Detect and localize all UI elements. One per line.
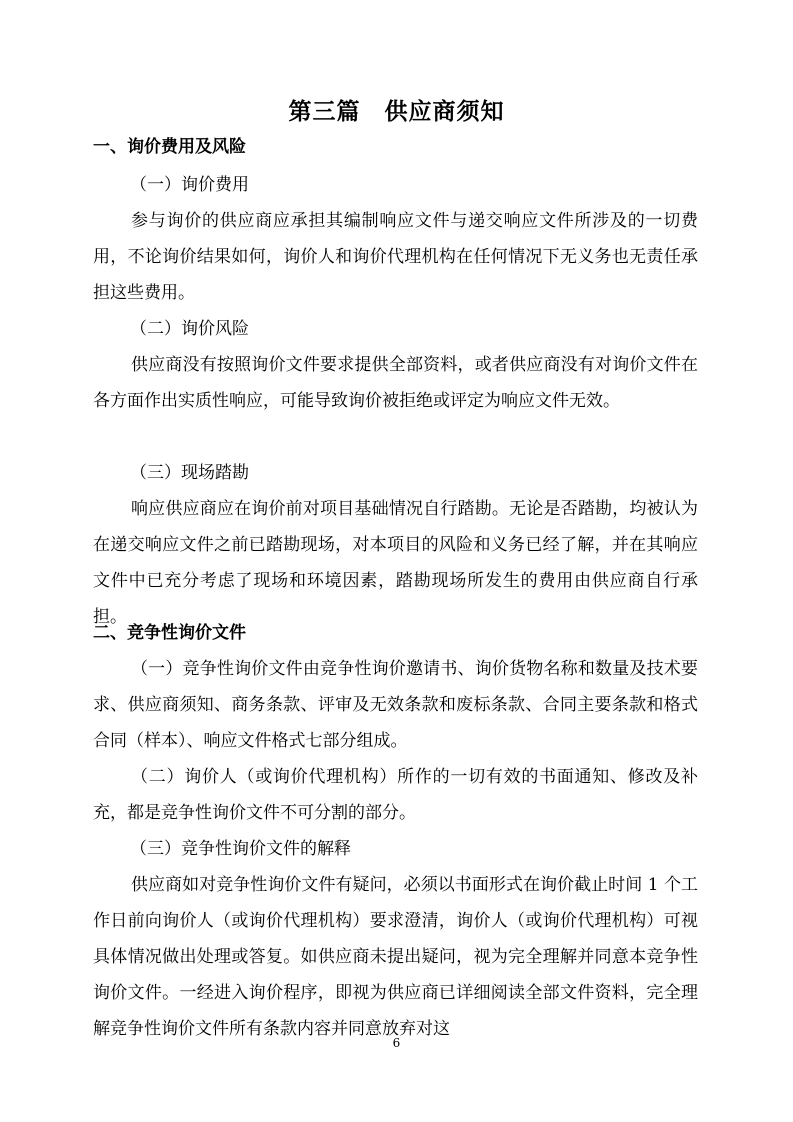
subheading-document-interpretation: （三）竞争性询价文件的解释 [130, 839, 351, 859]
section-heading-2: 二、竞争性询价文件 [93, 623, 246, 643]
paragraph-inquiry-cost: 参与询价的供应商应承担其编制响应文件与递交响应文件所涉及的一切费用，不论询价结果如何，询价人和询价代理机构在任何情况下无义务也无责任承担这些费用。 [93, 211, 698, 303]
subheading-inquiry-risk: （二）询价风险 [130, 319, 249, 339]
page-number: 6 [392, 1036, 401, 1050]
section-heading-1: 一、询价费用及风险 [93, 137, 246, 157]
subheading-site-survey: （三）现场踏勘 [130, 463, 249, 483]
paragraph-written-notices: （二）询价人（或询价代理机构）所作的一切有效的书面通知、修改及补充，都是竞争性询价文件不可分割的部分。 [93, 767, 698, 823]
paragraph-document-composition: （一）竞争性询价文件由竞争性询价邀请书、询价货物名称和数量及技术要求、供应商须知、商务条款、评审及无效条款和废标条款、合同主要条款和格式合同（样本）、响应文件格式七部分组成。 [93, 659, 698, 751]
paragraph-document-interpretation: 供应商如对竞争性询价文件有疑问，必须以书面形式在询价截止时间 1 个工作日前向询价人（或询价代理机构）要求澄清，询价人（或询价代理机构）可视具体情况做出处理或答复。如供应商未提出疑问，视为完全理解并同意本竞争性询价文件。一经进入询价程序，即视为供应商已详细阅读全部文件资料，完全理解竞争性询价文件所有条款内容并同意放弃对这 [93, 875, 698, 1039]
paragraph-site-survey: 响应供应商应在询价前对项目基础情况自行踏勘。无论是否踏勘，均被认为在递交响应文件之前已踏勘现场，对本项目的风险和义务已经了解，并在其响应文件中已充分考虑了现场和环境因素，踏勘现场所发生的费用由供应商自行承担。 [93, 499, 698, 627]
subheading-inquiry-cost: （一）询价费用 [130, 175, 249, 195]
page-title: 第三篇 供应商须知 [288, 98, 505, 125]
paragraph-inquiry-risk: 供应商没有按照询价文件要求提供全部资料，或者供应商没有对询价文件在各方面作出实质性响应，可能导致询价被拒绝或评定为响应文件无效。 [93, 355, 698, 411]
